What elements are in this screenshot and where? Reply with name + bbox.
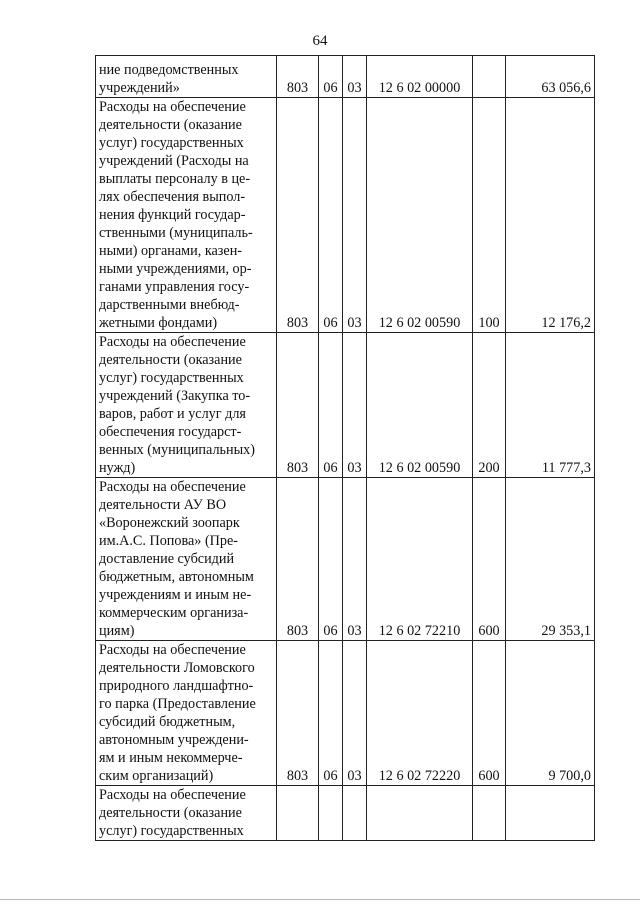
target-article-code: 12 6 02 00590 — [367, 333, 473, 478]
amount: 9 700,0 — [506, 641, 595, 786]
section-code: 06 — [319, 478, 343, 641]
expense-type-code — [473, 56, 506, 98]
page-bottom-divider — [0, 899, 640, 900]
ministry-code: 803 — [277, 98, 319, 333]
section-code: 06 — [319, 56, 343, 98]
ministry-code: 803 — [277, 641, 319, 786]
table-row — [96, 786, 595, 841]
target-article-code: 12 6 02 00000 — [367, 56, 473, 98]
amount: 29 353,1 — [506, 478, 595, 641]
table-row — [96, 98, 595, 333]
subsection-code — [343, 786, 367, 841]
target-article-code: 12 6 02 72220 — [367, 641, 473, 786]
section-code: 06 — [319, 333, 343, 478]
subsection-code: 03 — [343, 56, 367, 98]
section-code: 06 — [319, 641, 343, 786]
table-row — [96, 56, 595, 98]
subsection-code: 03 — [343, 641, 367, 786]
table-row — [96, 333, 595, 478]
subsection-code: 03 — [343, 478, 367, 641]
expense-type-code: 200 — [473, 333, 506, 478]
expense-description: ние подведомственных учреждений» — [96, 56, 277, 98]
budget-table — [95, 55, 595, 841]
expense-type-code — [473, 786, 506, 841]
page-number: 64 — [312, 33, 328, 49]
expense-description: Расходы на обеспечение деятельности (оказание услуг) государственных учреждений (Закупка то- варов, работ и услуг для обеспечения государст- венных (муниципальных) нужд) — [96, 333, 277, 478]
ministry-code: 803 — [277, 56, 319, 98]
subsection-code: 03 — [343, 333, 367, 478]
expense-type-code: 600 — [473, 641, 506, 786]
table-row — [96, 478, 595, 641]
expense-type-code: 600 — [473, 478, 506, 641]
expense-description: Расходы на обеспечение деятельности (оказание услуг) государственных — [96, 786, 277, 841]
expense-type-code: 100 — [473, 98, 506, 333]
expense-description: Расходы на обеспечение деятельности АУ ВО «Воронежский зоопарк им.А.С. Попова» (Пре- доставление субсидий бюджетным, автономным учреждениям и иным не- коммерческим организа- циям) — [96, 478, 277, 641]
amount: 11 777,3 — [506, 333, 595, 478]
table-row — [96, 641, 595, 786]
target-article-code: 12 6 02 00590 — [367, 98, 473, 333]
subsection-code: 03 — [343, 98, 367, 333]
ministry-code: 803 — [277, 333, 319, 478]
expense-description: Расходы на обеспечение деятельности Ломовского природного ландшафтно- го парка (Предоставление субсидий бюджетным, автономным учреждени- ям и иным некоммерче- ским организаций) — [96, 641, 277, 786]
target-article-code: 12 6 02 72210 — [367, 478, 473, 641]
amount: 12 176,2 — [506, 98, 595, 333]
ministry-code: 803 — [277, 478, 319, 641]
section-code: 06 — [319, 98, 343, 333]
section-code — [319, 786, 343, 841]
expense-description: Расходы на обеспечение деятельности (оказание услуг) государственных учреждений (Расходы на выплаты персоналу в це- лях обеспечения выпол- нения функций государ- ственными (муниципаль- ными) органами, казен- ными учреждениями, ор- ганами управления госу- дарственными внебюд- жетными фондами) — [96, 98, 277, 333]
amount: 63 056,6 — [506, 56, 595, 98]
target-article-code — [367, 786, 473, 841]
amount — [506, 786, 595, 841]
ministry-code — [277, 786, 319, 841]
